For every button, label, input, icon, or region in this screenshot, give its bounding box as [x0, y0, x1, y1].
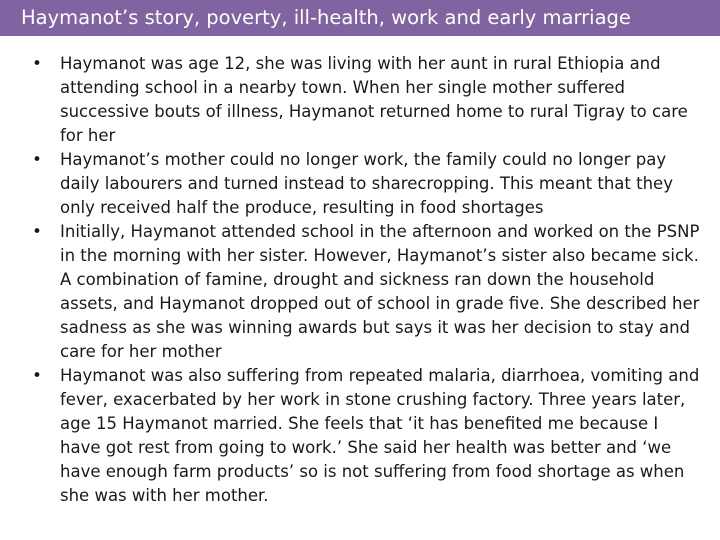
- bullet-item-3: [30, 220, 702, 364]
- bullet-list: [30, 52, 702, 508]
- slide-title: Haymanot’s story, poverty, ill-health, work and early marriage: [0, 0, 720, 36]
- bullet-text-3: Initially, Haymanot attended school in the afternoon and worked on the PSNP in the morning with her sister. However, Haymanot’s sister also became sick. A combination of famine, drought and sickness ran down the household assets, and Haymanot dropped out of school in grade five. She described her sadness as she was winning awards but says it was her decision to stay and care for her mother: [60, 222, 700, 361]
- bullet-item-4: [30, 364, 702, 508]
- bullet-dot-icon: •: [32, 54, 42, 73]
- bullet-dot-icon: •: [32, 222, 42, 241]
- bullet-text-2: Haymanot’s mother could no longer work, the family could no longer pay daily labourers and turned instead to sharecropping. This meant that they only received half the produce, resulting in food shortages: [60, 150, 673, 217]
- bullet-item-1: [30, 52, 702, 148]
- bullet-text-1: Haymanot was age 12, she was living with her aunt in rural Ethiopia and attending school in a nearby town. When her single mother suffered successive bouts of illness, Haymanot returned home to rural Tigray to care for her: [60, 54, 688, 145]
- bullet-dot-icon: •: [32, 150, 42, 169]
- bullet-item-2: [30, 148, 702, 220]
- bullet-dot-icon: •: [32, 366, 42, 385]
- bullet-text-4: Haymanot was also suffering from repeated malaria, diarrhoea, vomiting and fever, exacerbated by her work in stone crushing factory. Three years later, age 15 Haymanot married. She feels that ‘it has benefited me because I have got rest from going to work.’ She said her health was better and ‘we have enough farm products’ so is not suffering from food shortage as when she was with her mother.: [60, 366, 700, 505]
